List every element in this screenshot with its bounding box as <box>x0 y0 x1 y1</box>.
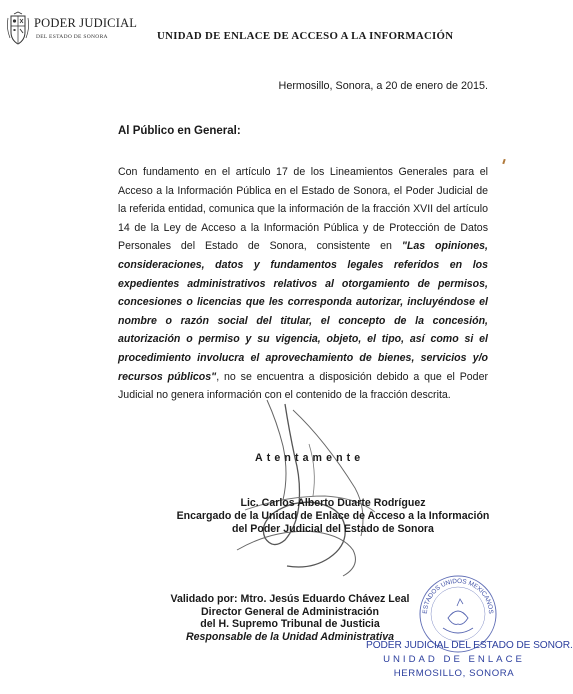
signer-role-line-2: del Poder Judicial del Estado de Sonora <box>232 523 434 535</box>
stamp-line-3: HERMOSILLO, SONORA <box>393 668 515 679</box>
stamp-line-2: UNIDAD DE ENLACE <box>383 654 525 665</box>
validator-title-line: Director General de Administración <box>201 605 379 618</box>
stamp-line-1: PODER JUDICIAL DEL ESTADO DE SONOR. <box>366 640 573 651</box>
handwritten-signature <box>225 400 385 580</box>
validator-institution-line: del H. Supremo Tribunal de Justicia <box>200 618 380 631</box>
letter-date: Hermosillo, Sonora, a 20 de enero de 2015. <box>278 80 488 92</box>
svg-text:ESTADOS UNIDOS MEXICANOS: ESTADOS UNIDOS MEXICANOS <box>421 577 495 615</box>
logo-subtitle: DEL ESTADO DE SONORA <box>36 34 108 40</box>
validator-responsibility-line: Responsable de la Unidad Administrativa <box>185 630 394 643</box>
closing-text: Atentamente <box>255 452 365 464</box>
letterhead <box>0 0 540 60</box>
body-intro-text: Con fundamento en el artículo 17 de los Lineamientos Generales para el Acceso a la Información Pública en el Estado de Sonora, el Poder Judicial de la referida entidad, comunica que la información de la fracción XVII del artículo 14 de la Ley de Acceso a la Información Pública y de Protección de Datos Personales del Estado de Sonora, consistente en <box>118 166 488 253</box>
poder-judicial-logo <box>6 10 138 50</box>
body-outro-text: , no se encuentra a disposición debido a que el Poder Judicial no genera información con el contenido de la fracción descrita. <box>118 370 488 402</box>
signer-block <box>110 497 556 536</box>
body-quote-text: "Las opiniones, consideraciones, datos y fundamentos legales referidos en los expedientes administrativos relativos al otorgamiento de permisos, concesiones o licencias que les corresponda autorizar, incluyéndose el nombre o razón social del titular, el concepto de la concesión, autorización o permiso y su vigencia, objeto, el tipo, así como si el procedimiento involucra el aprovechamiento de bienes, servicios y/o recursos públicos" <box>118 240 488 383</box>
institution-stamp <box>366 640 573 679</box>
page-title: UNIDAD DE ENLACE DE ACCESO A LA INFORMACIÓN <box>157 30 454 42</box>
validated-by-line: Validado por: Mtro. Jesús Eduardo Chávez Leal <box>170 593 410 605</box>
logo-name: PODER JUDICIAL <box>34 16 138 30</box>
salutation: Al Público en General: <box>118 125 241 137</box>
letter-body <box>118 163 488 405</box>
coat-of-arms-icon <box>6 12 30 46</box>
signer-name: Lic. Carlos Alberto Duarte Rodríguez <box>240 497 426 509</box>
signer-role-line-1: Encargado de la Unidad de Enlace de Acceso a la Información <box>176 510 490 522</box>
stray-mark <box>502 159 505 164</box>
